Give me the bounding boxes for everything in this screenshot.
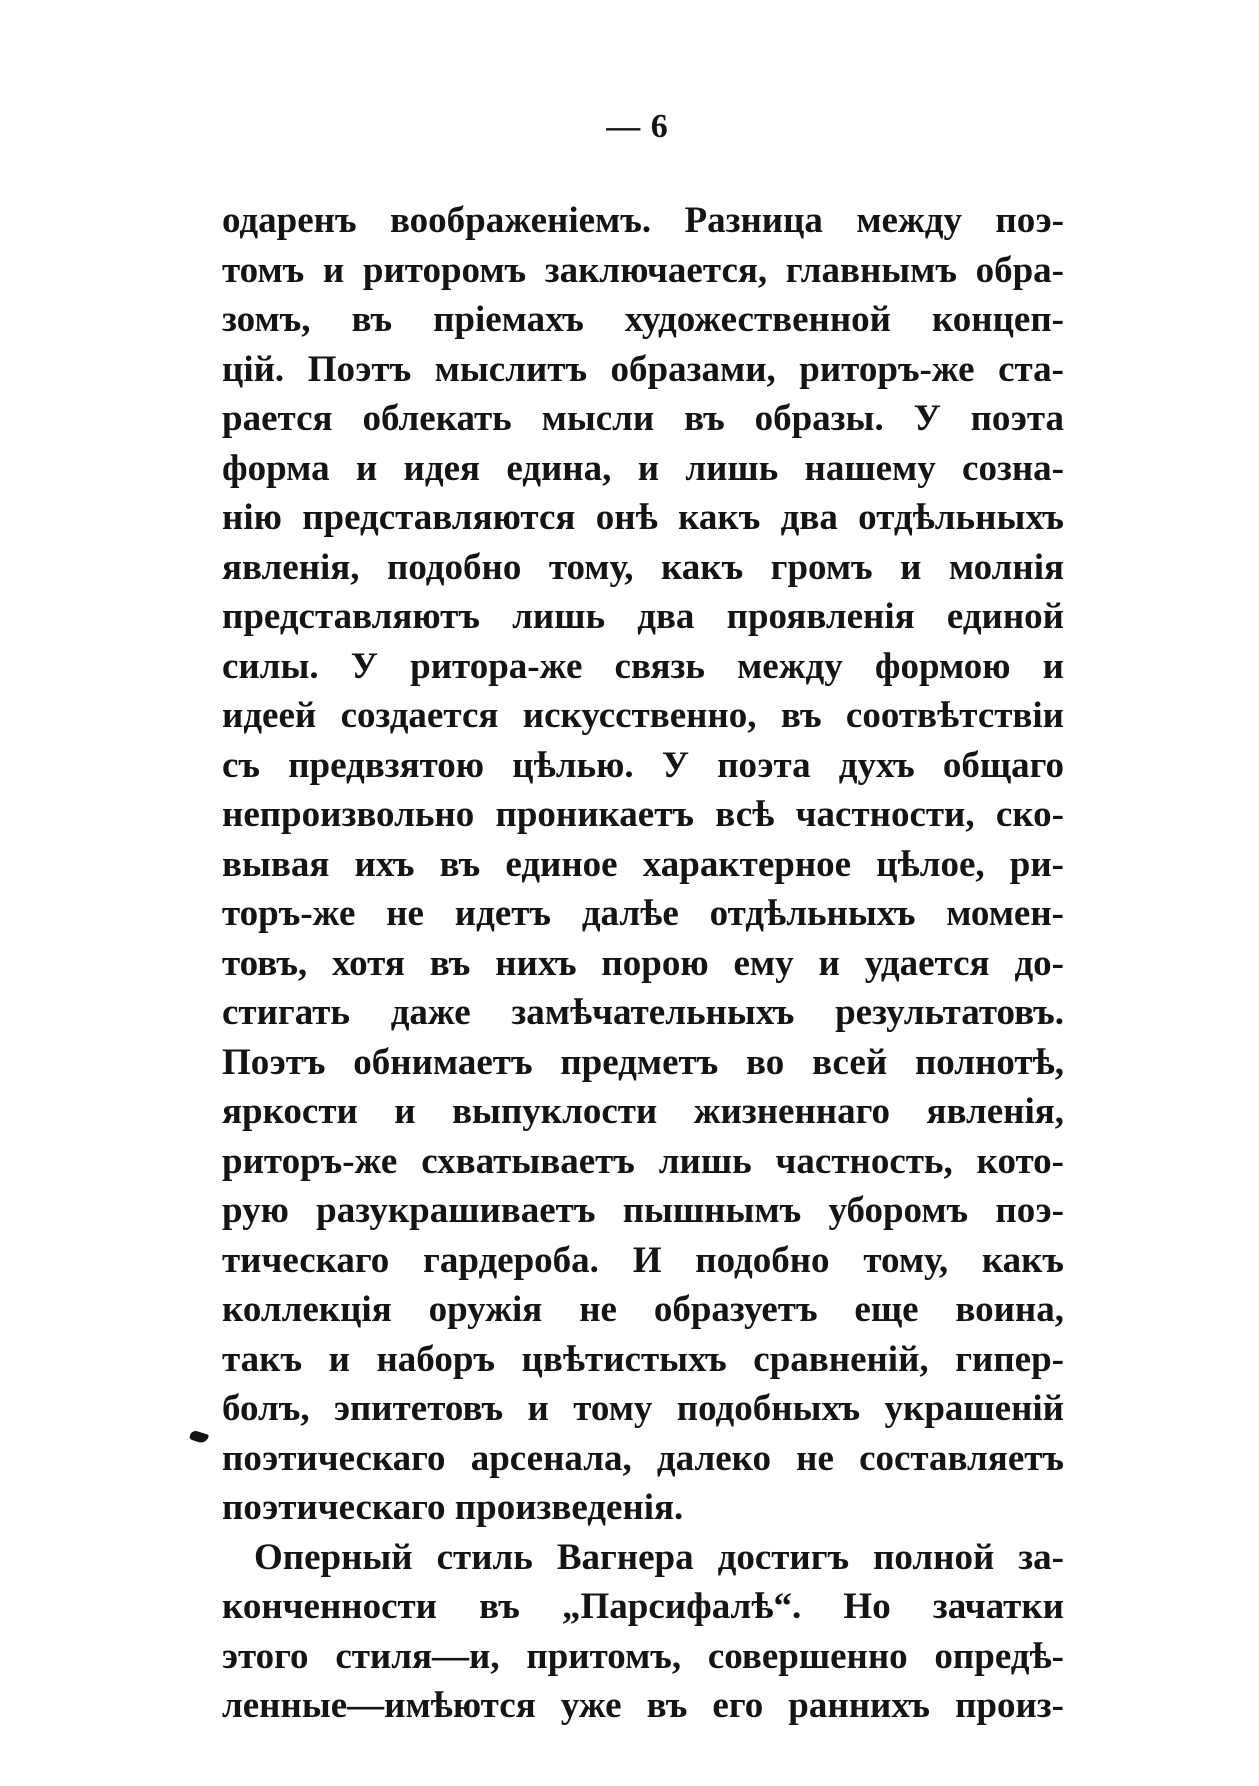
text-line: конченности въ „Парсифалѣ“. Но зачатки xyxy=(222,1586,1064,1627)
text-line: риторъ-же схватываетъ лишь частность, кото- xyxy=(222,1140,1064,1182)
text-line: Поэтъ обнимаетъ предметъ во всей полнотѣ, xyxy=(222,1041,1064,1083)
text-line: торъ-же не идетъ далѣе отдѣльныхъ момен- xyxy=(222,893,1064,934)
text-line: яркости и выпуклости жизненнаго явленія, xyxy=(222,1091,1064,1132)
text-line: коллекція оружія не образуетъ еще воина, xyxy=(222,1289,1064,1330)
text-line: зомъ, въ пріемахъ художественной концеп- xyxy=(222,299,1064,340)
text-line: Оперный стиль Вагнера достигъ полной за- xyxy=(254,1536,1064,1578)
text-line: рую разукрашиваетъ пышнымъ уборомъ поэ- xyxy=(222,1190,1064,1231)
text-line: непроизвольно проникаетъ всѣ частности, ско- xyxy=(222,794,1064,835)
text-line: этого стиля—и, притомъ, совершенно опредѣ- xyxy=(222,1635,1064,1677)
text-line: вывая ихъ въ единое характерное цѣлое, ри- xyxy=(222,843,1064,885)
text-line: форма и идея едина, и лишь нашему созна- xyxy=(222,447,1064,489)
text-line: поэтическаго произведенія. xyxy=(222,1487,684,1528)
text-line: поэтическаго арсенала, далеко не составляетъ xyxy=(222,1437,1064,1479)
text-line: томъ и риторомъ заключается, главнымъ обра- xyxy=(222,249,1064,291)
text-line: рается облекать мысли въ образы. У поэта xyxy=(222,398,1064,439)
text-line: силы. У ритора-же связь между формою и xyxy=(222,645,1064,687)
page-number: — 6 xyxy=(606,108,669,145)
text-line: такъ и наборъ цвѣтистыхъ сравненій, гипер- xyxy=(222,1338,1064,1380)
text-line: идеей создается искусственно, въ соотвѣтствіи xyxy=(222,695,1064,736)
text-line: болъ, эпитетовъ и тому подобныхъ украшеній xyxy=(222,1388,1064,1429)
text-line: товъ, хотя въ нихъ порою ему и удается до- xyxy=(222,942,1064,984)
text-line: нію представляются онѣ какъ два отдѣльныхъ xyxy=(222,497,1064,538)
text-line: цій. Поэтъ мыслитъ образами, риторъ-же ста- xyxy=(222,348,1064,390)
paragraph-1 xyxy=(222,196,1064,1533)
text-line: стигать даже замѣчательныхъ результатовъ. xyxy=(222,992,1064,1033)
paragraph-2 xyxy=(222,1533,1064,1731)
text-line: явленія, подобно тому, какъ громъ и молнія xyxy=(222,546,1064,588)
text-line: ленные—имѣются уже въ его раннихъ произ- xyxy=(222,1685,1064,1726)
text-line: тическаго гардероба. И подобно тому, какъ xyxy=(222,1239,1064,1281)
text-line: съ предвзятою цѣлью. У поэта духъ общаго xyxy=(222,744,1064,786)
ink-mark xyxy=(189,1429,209,1444)
text-line: одаренъ воображеніемъ. Разница между поэ- xyxy=(222,200,1064,241)
text-line: представляютъ лишь два проявленія единой xyxy=(222,596,1064,637)
body-text xyxy=(222,196,1064,1731)
